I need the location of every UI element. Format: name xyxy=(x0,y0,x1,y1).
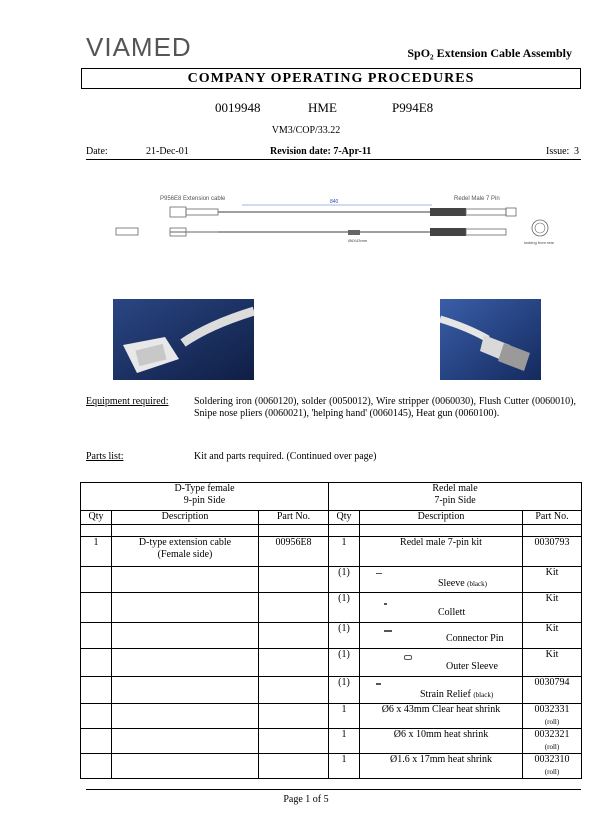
date-value: 21-Dec-01 xyxy=(146,146,189,157)
page-number: Page 1 of 5 xyxy=(283,794,329,805)
table-row: 1 Ø6 x 10mm heat shrink 0032321 (roll) xyxy=(81,729,582,754)
table-row: 1 Ø6 x 43mm Clear heat shrink 0032331 (roll) xyxy=(81,704,582,729)
footer-divider xyxy=(86,789,581,790)
col-header: Description xyxy=(112,511,259,525)
collett-icon xyxy=(384,603,387,605)
code-number: 0019948 xyxy=(215,100,261,115)
table-row: (1) Connector Pin Kit xyxy=(81,623,582,649)
connector-pin-icon xyxy=(384,630,392,632)
col-header: Qty xyxy=(81,511,112,525)
table-row: (1) Strain Relief (black) 0030794 xyxy=(81,677,582,704)
viamed-logo: VIAMED xyxy=(86,32,192,62)
code-hme: HME xyxy=(308,100,337,115)
diagram-connector-note: looking from rear xyxy=(524,240,555,245)
cable-diagram xyxy=(112,188,572,248)
date-label: Date: xyxy=(86,146,108,157)
parts-list-label: Parts list: xyxy=(86,451,124,462)
table-row: (1) Outer Sleeve Kit xyxy=(81,649,582,677)
issue-label: Issue: xyxy=(546,146,570,157)
table-row: 1 Ø1.6 x 17mm heat shrink 0032310 (roll) xyxy=(81,754,582,779)
table-row: 1 D-type extension cable (Female side) 00956E8 1 Redel male 7-pin kit 0030793 xyxy=(81,537,582,567)
right-group-header: Redel male 7-pin Side xyxy=(329,483,582,511)
diagram-dimension: 840 xyxy=(330,199,339,205)
redel-connector-photo xyxy=(440,299,541,380)
table-spacer-row xyxy=(81,525,582,537)
table-row: (1) Sleeve (black) Kit xyxy=(81,567,582,593)
procedures-banner: COMPANY OPERATING PROCEDURES xyxy=(81,68,581,89)
document-subtitle: SpO₂ Extension Cable Assembly xyxy=(407,46,572,60)
parts-list-text: Kit and parts required. (Continued over page) xyxy=(194,451,377,462)
sleeve-icon xyxy=(376,573,382,574)
diagram-label-right: Redel Male 7 Pin xyxy=(454,196,500,202)
col-header: Qty xyxy=(329,511,360,525)
table-group-header xyxy=(81,483,582,511)
table-column-headers xyxy=(81,511,582,525)
meta-line xyxy=(86,146,581,160)
parts-table xyxy=(80,482,582,779)
equipment-text: Soldering iron (0060120), solder (0050012), Wire stripper (0060030), Flush Cutter (0060010), Snipe nose pliers (0060021), 'helping hand' (0060145), Heat gun (0060100). xyxy=(194,396,576,419)
diagram-label-left: P956E8 Extension cable xyxy=(160,196,226,202)
equipment-label: Equipment required: xyxy=(86,396,169,407)
document-reference: VM3/COP/33.22 xyxy=(271,125,341,136)
left-group-header: D-Type female 9-pin Side xyxy=(81,483,329,511)
strain-relief-icon xyxy=(376,683,381,685)
col-header: Part No. xyxy=(523,511,582,525)
outer-sleeve-icon xyxy=(404,655,412,660)
code-part: P994E8 xyxy=(392,100,434,115)
dtype-connector-photo xyxy=(113,299,254,380)
table-row: (1) Collett Kit xyxy=(81,593,582,623)
revision-date: Revision date: 7-Apr-11 xyxy=(270,146,372,157)
col-header: Part No. xyxy=(259,511,329,525)
diagram-note: Ø6X43mm xyxy=(348,238,368,243)
issue-value: 3 xyxy=(574,146,579,157)
col-header: Description xyxy=(360,511,523,525)
